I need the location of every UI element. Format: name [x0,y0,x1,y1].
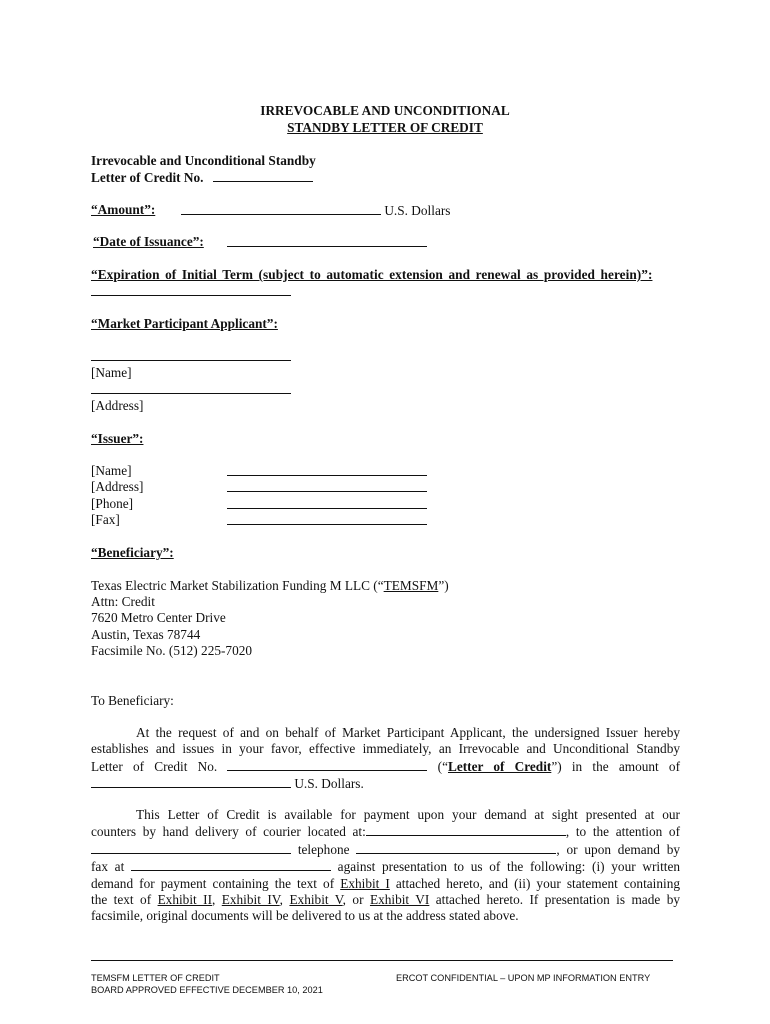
beneficiary-facsimile: Facsimile No. (512) 225-7020 [91,643,253,658]
exhibit-iv-link[interactable]: Exhibit IV [221,892,280,908]
expiration-label: “Expiration of Initial Term (subject to automatic extension and renewal as provided herein)”: [91,267,653,282]
salutation: To Beneficiary: [91,693,174,708]
amount-label: “Amount”: [91,202,156,217]
issuer-name-row [227,463,427,480]
document-title-line2 [0,120,770,136]
exhibit-v-link[interactable]: Exhibit V [289,892,343,908]
courier-location-field[interactable] [366,823,566,836]
temsfm-abbreviation: TEMSFM [383,578,439,593]
paragraph-availability [91,807,680,925]
amount-suffix: U.S. Dollars [384,203,451,218]
footer-right: ERCOT CONFIDENTIAL – UPON MP INFORMATION ENTRY [396,973,651,983]
applicant-address-label: [Address] [91,398,144,413]
issuer-address-field[interactable] [227,479,427,492]
beneficiary-heading: “Beneficiary”: [91,545,174,560]
credit-number-row [91,169,313,186]
issuer-fax-field[interactable] [227,512,427,525]
date-of-issuance-row [227,234,427,251]
para2-line7: facsimile, original documents will be delivered to us at the address stated above. [91,908,519,924]
applicant-name-label: [Name] [91,365,132,380]
issuer-phone-label: [Phone] [91,496,134,511]
issuer-name-label: [Name] [91,463,132,478]
fax-field[interactable] [131,858,331,871]
para2-line3: telephone , or upon demand by [91,841,680,858]
document-title-line1: IRREVOCABLE AND UNCONDITIONAL [260,103,510,118]
para2-line5: demand for payment containing the text of Exhibit I attached hereto, and (ii) your statement containing [91,875,681,891]
date-of-issuance-label: “Date of Issuance”: [93,234,204,249]
para1-line3: Letter of Credit No. (“Letter of Credit”) in the amount of [91,758,680,774]
beneficiary-name: Texas Electric Market Stabilization Funding M LLC (“TEMSFM”) [91,578,449,593]
para1-line1: At the request of and on behalf of Market Participant Applicant, the undersigned Issuer hereby [136,725,680,740]
applicant-name-field[interactable] [91,348,291,361]
amount-field[interactable] [181,202,381,215]
issuer-phone-field[interactable] [227,496,427,509]
issuer-name-field[interactable] [227,463,427,476]
para2-line6: the text of Exhibit II, Exhibit IV, Exhibit V, or Exhibit VI attached hereto. If presentation is made by [91,892,680,908]
beneficiary-city: Austin, Texas 78744 [91,627,201,642]
beneficiary-street: 7620 Metro Center Drive [91,610,226,625]
expiration-field[interactable] [91,283,291,296]
document-title-text: STANDBY LETTER OF CREDIT [287,120,483,135]
exhibit-vi-link[interactable]: Exhibit VI [369,892,430,908]
footer-left-line1: TEMSFM LETTER OF CREDIT [91,973,220,983]
para2-line1: This Letter of Credit is available for payment upon your demand at sight presented at our [136,807,680,822]
applicant-address-field-row [91,381,291,398]
paragraph-issuance [91,725,680,793]
letter-of-credit-number-field[interactable] [227,758,427,771]
footer-left-line2: BOARD APPROVED EFFECTIVE DECEMBER 10, 2021 [91,985,323,995]
date-of-issuance-field[interactable] [227,234,427,247]
issuer-phone-row [227,496,427,513]
applicant-heading: “Market Participant Applicant”: [91,316,278,331]
credit-number-field[interactable] [213,169,313,182]
telephone-field[interactable] [356,841,556,854]
letter-of-credit-amount-field[interactable] [91,775,291,788]
issuer-address-row [227,479,427,496]
exhibit-i-link[interactable]: Exhibit I [340,875,390,891]
footer-divider [91,960,673,961]
issuer-fax-label: [Fax] [91,512,120,527]
issuer-heading: “Issuer”: [91,431,144,446]
credit-heading-line1: Irrevocable and Unconditional Standby [91,153,316,168]
para2-line2: counters by hand delivery of courier located at: , to the attention of [91,824,681,840]
para1-line4: U.S. Dollars. [91,775,680,792]
beneficiary-attn: Attn: Credit [91,594,155,609]
para2-line4: fax at against presentation to us of the following: (i) your written [91,859,681,875]
exhibit-ii-link[interactable]: Exhibit II [157,892,212,908]
applicant-address-field[interactable] [91,381,291,394]
issuer-address-label: [Address] [91,479,144,494]
letter-of-credit-term: Letter of Credit [447,758,552,774]
para1-line2: establishes and issues in your favor, effective immediately, an Irrevocable and Unconditional Standby [91,741,680,757]
applicant-name-field-row [91,348,291,365]
amount-row [91,202,155,218]
attention-field[interactable] [91,841,291,854]
credit-number-label: Letter of Credit No. [91,170,204,185]
amount-value-row [181,202,450,219]
expiration-row [91,283,291,300]
issuer-fax-row [227,512,427,529]
